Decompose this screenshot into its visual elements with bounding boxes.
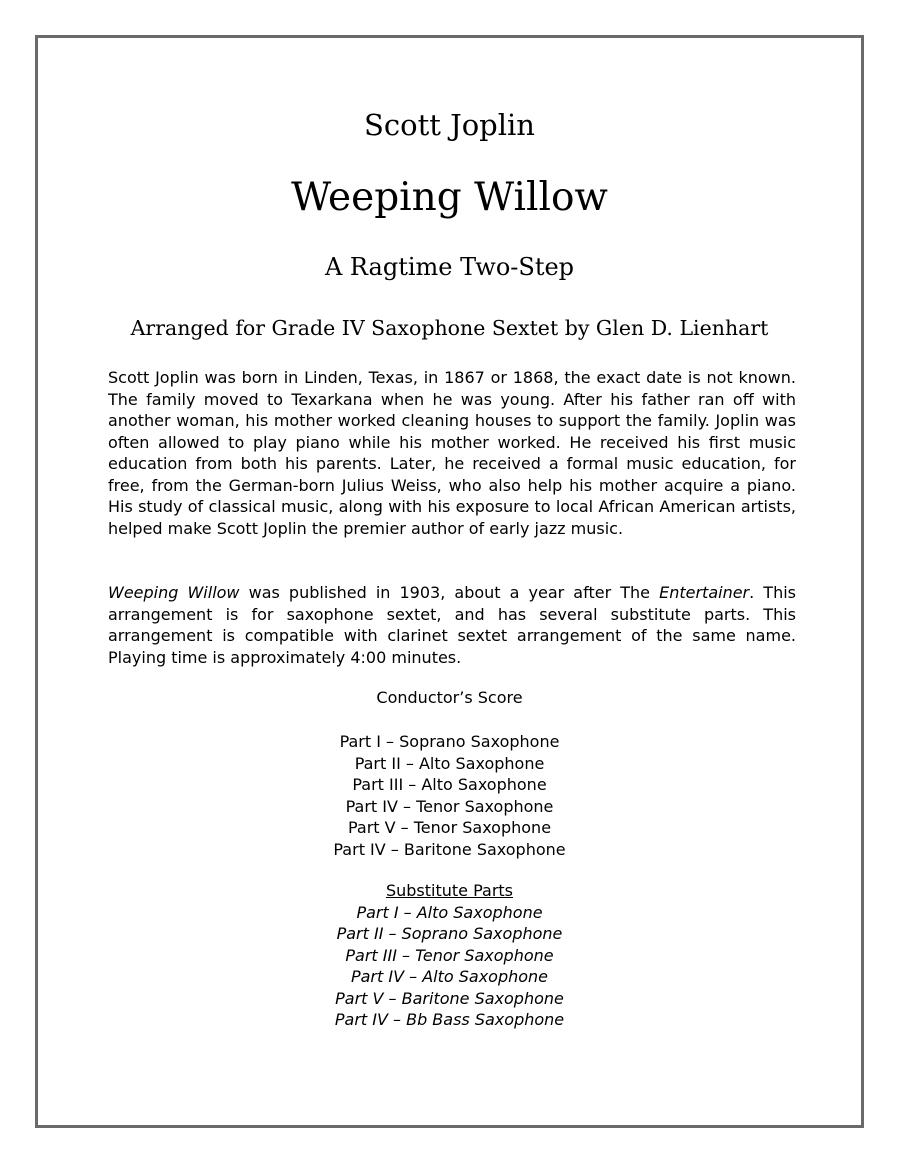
part-item: Part IV – Tenor Saxophone — [345, 796, 554, 816]
about-title-italic: Weeping Willow — [108, 583, 240, 602]
part-item: Part II – Alto Saxophone — [354, 753, 545, 773]
part-item: Part IV – Baritone Saxophone — [333, 839, 566, 859]
about-text-1: was published in 1903, about a year after The — [239, 583, 660, 602]
parts-list — [38, 731, 861, 860]
substitute-parts-heading: Substitute Parts — [385, 881, 514, 900]
substitute-part-item: Part III – Tenor Saxophone — [345, 945, 554, 965]
substitute-part-item: Part II – Soprano Saxophone — [336, 924, 563, 943]
part-item: Part V – Tenor Saxophone — [347, 818, 552, 837]
about-entertainer-italic: Entertainer — [659, 583, 750, 602]
composer-name: Scott Joplin — [364, 108, 535, 142]
biography-paragraph: Scott Joplin was born in Linden, Texas, in 1867 or 1868, the exact date is not known. The family moved to Texarkana when he was young. After his father ran off with another woman, his mother worked cleaning houses to support the family. Joplin was often allowed to play piano while his mother worked. He received his first music education from both his parents. Later, he received a formal music education, for free, from the German-born Julius Weiss, who also help his mother acquire a piano. His study of classical music, along with his exposure to local African American artists, helped make Scott Joplin the premier author of early jazz music. — [108, 368, 796, 538]
conductor-score-label: Conductor’s Score — [376, 688, 523, 707]
substitute-part-item: Part V – Baritone Saxophone — [335, 988, 564, 1008]
about-text-2: . This arrangement is for saxophone sextet, and has several substitute parts. This arrangement is compatible with clarinet sextet arrangement of the same name. Playing time is approximately 4:00 minutes. — [108, 583, 796, 667]
substitute-part-item: Part IV – Bb Bass Saxophone — [334, 1010, 565, 1029]
part-item: Part I – Soprano Saxophone — [339, 732, 560, 751]
substitute-parts — [38, 880, 861, 1031]
piece-subtitle: A Ragtime Two-Step — [324, 253, 575, 281]
substitute-part-item: Part IV – Alto Saxophone — [350, 967, 549, 986]
arranger-line: Arranged for Grade IV Saxophone Sextet by Glen D. Lienhart — [130, 316, 769, 340]
piece-title: Weeping Willow — [291, 175, 608, 220]
substitute-part-item: Part I – Alto Saxophone — [356, 902, 543, 922]
page-frame — [35, 35, 864, 1128]
about-paragraph — [108, 582, 796, 668]
part-item: Part III – Alto Saxophone — [352, 775, 547, 794]
